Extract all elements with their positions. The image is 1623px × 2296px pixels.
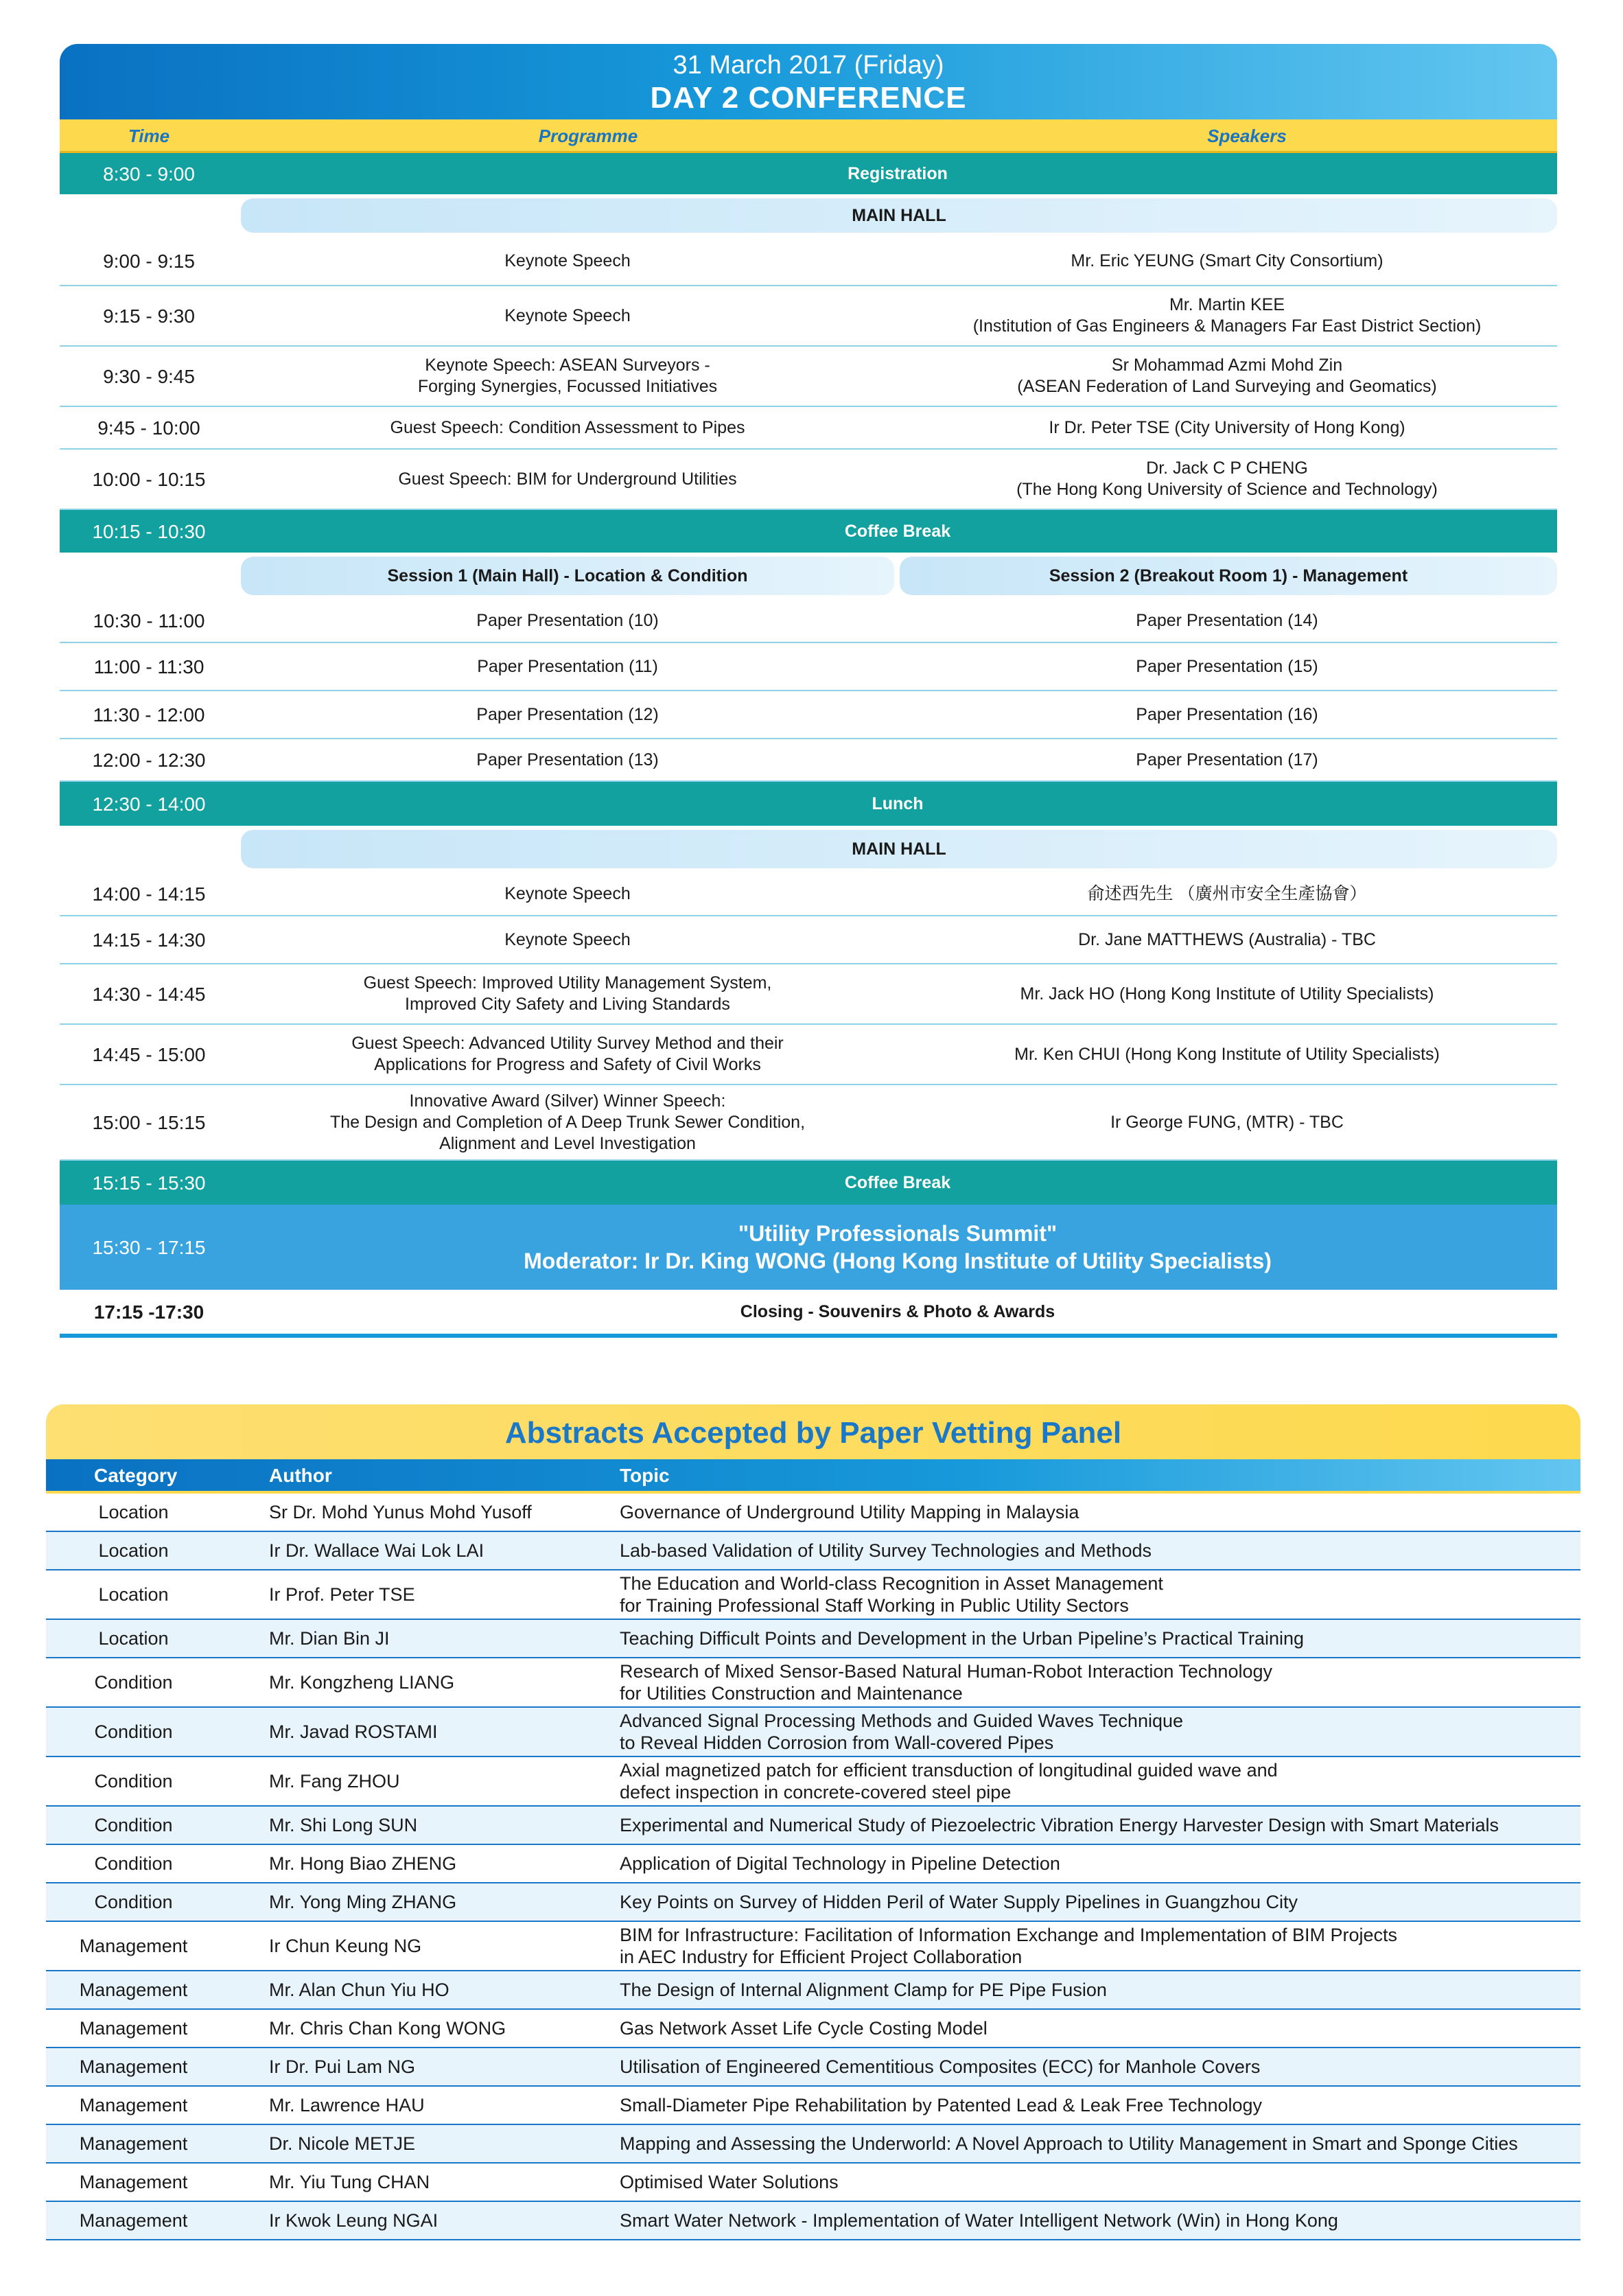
topic-text: Gas Network Asset Life Cycle Costing Model: [620, 2018, 988, 2039]
author-text: Ir Dr. Pui Lam NG: [269, 2056, 416, 2077]
topic-text: Research of Mixed Sensor-Based Natural Human-Robot Interaction Technology for Utilities Construction and Maintenance: [620, 1661, 1272, 1704]
category-cell: [46, 1883, 221, 1921]
speaker-text: Ir George FUNG, (MTR) - TBC: [1110, 1112, 1344, 1132]
time-text: 14:30 - 14:45: [92, 983, 206, 1005]
time-cell: [60, 1085, 238, 1159]
programme-cell: [238, 237, 897, 285]
topic-text: BIM for Infrastructure: Facilitation of Information Exchange and Implementation of BIM Projects in AEC Industry for Efficient Project Collaboration: [620, 1925, 1398, 1967]
time-text: 9:30 - 9:45: [103, 365, 195, 387]
band-label: [238, 153, 1557, 194]
time-cell: [60, 347, 238, 406]
abstract-row: [46, 2010, 1580, 2048]
time-text: 14:15 - 14:30: [92, 929, 206, 951]
category-text: Management: [79, 1936, 188, 1956]
topic-cell: [620, 1971, 1580, 2008]
topic-text: Optimised Water Solutions: [620, 2172, 839, 2192]
hall-label: MAIN HALL: [241, 198, 1557, 233]
programme-text: Paper Presentation (12): [476, 704, 659, 724]
speaker-text: Paper Presentation (14): [1136, 610, 1318, 630]
speaker-text: Dr. Jane MATTHEWS (Australia) - TBC: [1078, 929, 1376, 949]
category-text: Condition: [94, 1815, 173, 1835]
author-text: Mr. Dian Bin JI: [269, 1628, 390, 1649]
speaker-cell: [897, 407, 1557, 448]
topic-text: Lab-based Validation of Utility Survey Technologies and Methods: [620, 1540, 1152, 1561]
abstracts-rows: [46, 1494, 1580, 2240]
abstract-row: [46, 1922, 1580, 1971]
category-text: Management: [79, 1980, 188, 2000]
programme-cell: [238, 872, 897, 915]
band-label: [238, 782, 1557, 826]
author-text: Mr. Chris Chan Kong WONG: [269, 2018, 506, 2039]
time-cell: [60, 407, 238, 448]
time-text: 12:30 - 14:00: [92, 793, 206, 815]
author-cell: [269, 1757, 612, 1805]
session-1-label: Session 1 (Main Hall) - Location & Condition: [241, 557, 894, 595]
author-text: Sr Dr. Mohd Yunus Mohd Yusoff: [269, 1502, 532, 1522]
column-header-time: Time: [128, 126, 170, 146]
abstract-row: [46, 2087, 1580, 2125]
author-text: Mr. Yong Ming ZHANG: [269, 1892, 457, 1912]
programme-row-item: [60, 691, 1557, 739]
time-text: 15:30 - 17:15: [92, 1236, 206, 1258]
category-text: Condition: [94, 1853, 173, 1874]
abstract-row: [46, 1570, 1580, 1620]
programme-text: Paper Presentation (13): [476, 750, 659, 769]
abstract-row: [46, 1658, 1580, 1708]
programme-row-hall: [60, 826, 1557, 872]
speaker-cell: [897, 286, 1557, 345]
programme-row-item: [60, 739, 1557, 782]
category-cell: [46, 2010, 221, 2047]
topic-text: Smart Water Network - Implementation of Water Intelligent Network (Win) in Hong Kong: [620, 2210, 1338, 2231]
topic-cell: [620, 1532, 1580, 1569]
speaker-cell: [897, 450, 1557, 509]
column-header-speakers: Speakers: [1207, 126, 1287, 146]
author-text: Ir Chun Keung NG: [269, 1936, 422, 1956]
time-cell: [60, 450, 238, 509]
category-cell: [46, 1570, 221, 1619]
programme-row-item: [60, 599, 1557, 643]
abstract-row: [46, 1845, 1580, 1883]
programme-cell: [238, 916, 897, 963]
time-cell: [60, 782, 238, 826]
programme-cell: [238, 407, 897, 448]
closing-text: Closing - Souvenirs & Photo & Awards: [740, 1301, 1055, 1321]
author-cell: [269, 2010, 612, 2047]
column-header-programme: Programme: [538, 126, 638, 146]
closing-label: [238, 1290, 1557, 1334]
category-text: Management: [79, 2056, 188, 2077]
category-cell: [46, 1807, 221, 1844]
category-cell: [46, 1494, 221, 1531]
programme-cell: [238, 643, 897, 690]
session-2-label: Session 2 (Breakout Room 1) - Management: [900, 557, 1557, 595]
speaker-cell: [897, 916, 1557, 963]
programme-cell: [238, 1025, 897, 1084]
abstract-row: [46, 2125, 1580, 2164]
speaker-text: Mr. Jack HO (Hong Kong Institute of Utility Specialists): [1020, 984, 1434, 1004]
time-text: 10:00 - 10:15: [92, 468, 206, 490]
time-text: 11:00 - 11:30: [93, 656, 205, 677]
category-text: Location: [98, 1628, 169, 1649]
programme-text: Guest Speech: Condition Assessment to Pipes: [390, 417, 745, 437]
topic-cell: [620, 2164, 1580, 2201]
programme-row-item: [60, 916, 1557, 964]
conference-title: DAY 2 CONFERENCE: [650, 81, 967, 115]
topic-text: Advanced Signal Processing Methods and Guided Waves Technique to Reveal Hidden Corrosion from Wall-covered Pipes: [620, 1711, 1184, 1753]
time-cell: [60, 153, 238, 194]
programme-text: Keynote Speech: [504, 251, 631, 270]
programme-cell: [238, 599, 897, 642]
author-text: Mr. Alan Chun Yiu HO: [269, 1980, 449, 2000]
abstracts-column-headers: [46, 1459, 1580, 1494]
time-cell: [60, 1205, 238, 1290]
speaker-text: Ir Dr. Peter TSE (City University of Hong Kong): [1049, 417, 1405, 437]
category-cell: [46, 1757, 221, 1805]
speaker-cell: [897, 599, 1557, 642]
programme-bottom-rule: [60, 1334, 1557, 1338]
programme-text: Keynote Speech: [504, 305, 631, 325]
programme-text: Paper Presentation (11): [477, 656, 658, 676]
time-text: 9:45 - 10:00: [97, 417, 200, 439]
speaker-text: Paper Presentation (15): [1136, 656, 1318, 676]
speaker-text: Dr. Jack C P CHENG (The Hong Kong University of Science and Technology): [1016, 459, 1438, 499]
category-cell: [46, 1658, 221, 1706]
topic-cell: [620, 1494, 1580, 1531]
programme-row-closing: [60, 1290, 1557, 1334]
category-text: Management: [79, 2095, 188, 2115]
speaker-cell: [897, 347, 1557, 406]
category-text: Condition: [94, 1721, 173, 1742]
author-cell: [269, 1658, 612, 1706]
author-cell: [269, 1494, 612, 1531]
category-cell: [46, 2125, 221, 2162]
programme-text: Keynote Speech: ASEAN Surveyors - Forging Synergies, Focussed Initiatives: [417, 356, 718, 396]
programme-row-summit: [60, 1205, 1557, 1290]
programme-cell: [238, 739, 897, 780]
speaker-cell: [897, 1085, 1557, 1159]
author-text: Dr. Nicole METJE: [269, 2133, 416, 2154]
topic-cell: [620, 2202, 1580, 2239]
programme-row-item: [60, 643, 1557, 691]
topic-cell: [620, 1658, 1580, 1706]
topic-cell: [620, 1708, 1580, 1756]
programme-text: Innovative Award (Silver) Winner Speech: The Design and Completion of A Deep Trunk Sewer Condition, Alignment and Level Investigation: [329, 1091, 806, 1153]
programme-text: Keynote Speech: [504, 883, 631, 903]
hall-label: MAIN HALL: [241, 830, 1557, 868]
category-cell: [46, 2048, 221, 2085]
author-text: Mr. Fang ZHOU: [269, 1771, 400, 1791]
speaker-text: Mr. Eric YEUNG (Smart City Consortium): [1071, 251, 1383, 270]
author-cell: [269, 1570, 612, 1619]
topic-text: Mapping and Assessing the Underworld: A Novel Approach to Utility Management in Smart and Sponge Cities: [620, 2133, 1518, 2154]
abstract-row: [46, 1883, 1580, 1922]
author-cell: [269, 1708, 612, 1756]
topic-text: Teaching Difficult Points and Development in the Urban Pipeline’s Practical Training: [620, 1628, 1305, 1649]
category-cell: [46, 1971, 221, 2008]
programme-text: Keynote Speech: [504, 929, 631, 949]
topic-cell: [620, 2010, 1580, 2047]
author-cell: [269, 1883, 612, 1921]
author-text: Ir Prof. Peter TSE: [269, 1584, 415, 1605]
abstracts-table: [46, 1404, 1580, 2240]
topic-text: Application of Digital Technology in Pipeline Detection: [620, 1853, 1060, 1874]
category-text: Location: [98, 1584, 169, 1605]
category-cell: [46, 1532, 221, 1569]
speaker-cell: [897, 691, 1557, 738]
category-text: Location: [98, 1502, 169, 1522]
programme-text: Paper Presentation (10): [476, 610, 659, 630]
time-cell: [60, 599, 238, 642]
speaker-text: Mr. Ken CHUI (Hong Kong Institute of Utility Specialists): [1014, 1044, 1440, 1064]
author-cell: [269, 2164, 612, 2201]
author-text: Mr. Shi Long SUN: [269, 1815, 418, 1835]
programme-row-item: [60, 872, 1557, 916]
programme-row-band: [60, 510, 1557, 553]
author-cell: [269, 1807, 612, 1844]
programme-row-item: [60, 1025, 1557, 1085]
author-text: Mr. Kongzheng LIANG: [269, 1672, 455, 1693]
category-cell: [46, 2087, 221, 2124]
time-text: 9:15 - 9:30: [103, 305, 195, 327]
abstract-row: [46, 1620, 1580, 1658]
category-text: Management: [79, 2133, 188, 2154]
category-text: Management: [79, 2210, 188, 2231]
topic-cell: [620, 1922, 1580, 1970]
programme-cell: [238, 450, 897, 509]
author-cell: [269, 2048, 612, 2085]
band-text: Coffee Break: [844, 521, 951, 541]
speaker-cell: [897, 964, 1557, 1023]
time-text: 14:45 - 15:00: [92, 1043, 206, 1065]
category-cell: [46, 2164, 221, 2201]
topic-text: Utilisation of Engineered Cementitious Composites (ECC) for Manhole Covers: [620, 2056, 1261, 2077]
band-label: [238, 1161, 1557, 1205]
author-cell: [269, 2202, 612, 2239]
abstract-row: [46, 2202, 1580, 2240]
category-cell: [46, 1620, 221, 1657]
programme-row-item: [60, 964, 1557, 1025]
speaker-text: Sr Mohammad Azmi Mohd Zin (ASEAN Federation of Land Surveying and Geomatics): [1017, 356, 1437, 396]
topic-cell: [620, 2048, 1580, 2085]
abstract-row: [46, 1757, 1580, 1807]
topic-cell: [620, 1620, 1580, 1657]
speaker-cell: [897, 739, 1557, 780]
time-text: 8:30 - 9:00: [103, 163, 195, 185]
programme-cell: [238, 691, 897, 738]
programme-text: Guest Speech: BIM for Underground Utilities: [398, 469, 737, 489]
programme-cell: [238, 347, 897, 406]
time-text: 14:00 - 14:15: [92, 883, 206, 905]
time-text: 9:00 - 9:15: [103, 250, 195, 272]
abstract-row: [46, 1494, 1580, 1532]
band-label: [238, 1205, 1557, 1290]
programme-row-item: [60, 407, 1557, 450]
programme-cell: [238, 964, 897, 1023]
column-header-topic: Topic: [620, 1465, 670, 1486]
topic-cell: [620, 1807, 1580, 1844]
time-text: 17:15 -17:30: [93, 1301, 205, 1323]
programme-row-item: [60, 347, 1557, 407]
programme-row-item: [60, 1085, 1557, 1161]
time-text: 15:00 - 15:15: [92, 1111, 206, 1133]
speaker-text: 俞述西先生 （廣州市安全生產協會）: [1087, 883, 1367, 903]
time-cell: [60, 510, 238, 553]
time-text: 10:15 - 10:30: [92, 520, 206, 542]
programme-column-headers: [60, 119, 1557, 153]
time-cell: [60, 691, 238, 738]
speaker-cell: [897, 872, 1557, 915]
band-label: [238, 510, 1557, 553]
programme-rows: [60, 153, 1557, 1334]
time-text: 12:00 - 12:30: [92, 749, 206, 771]
abstract-row: [46, 2164, 1580, 2202]
conference-date: 31 March 2017 (Friday): [673, 51, 944, 80]
topic-text: The Education and World-class Recognition in Asset Management for Training Professional Staff Working in Public Utility Sectors: [620, 1573, 1163, 1616]
category-text: Condition: [94, 1672, 173, 1693]
band-text: Registration: [848, 163, 948, 183]
topic-cell: [620, 1757, 1580, 1805]
band-text: "Utility Professionals Summit" Moderator: Ir Dr. King WONG (Hong Kong Institute of Utility Specialists): [524, 1221, 1272, 1273]
programme-header: [60, 44, 1557, 119]
abstracts-title: Abstracts Accepted by Paper Vetting Panel: [46, 1404, 1580, 1459]
speaker-cell: [897, 237, 1557, 285]
category-cell: [46, 1845, 221, 1882]
programme-row-item: [60, 286, 1557, 347]
time-cell: [60, 964, 238, 1023]
topic-cell: [620, 1845, 1580, 1882]
author-cell: [269, 1971, 612, 2008]
topic-text: The Design of Internal Alignment Clamp for PE Pipe Fusion: [620, 1980, 1107, 2000]
abstract-row: [46, 1708, 1580, 1757]
speaker-cell: [897, 643, 1557, 690]
author-cell: [269, 1922, 612, 1970]
speaker-text: Paper Presentation (17): [1136, 750, 1318, 769]
band-text: Coffee Break: [844, 1172, 951, 1192]
author-cell: [269, 1845, 612, 1882]
time-cell: [60, 1161, 238, 1205]
topic-cell: [620, 1570, 1580, 1619]
time-text: 11:30 - 12:00: [93, 704, 205, 726]
speaker-cell: [897, 1025, 1557, 1084]
time-cell: [60, 872, 238, 915]
programme-row-hall: [60, 194, 1557, 237]
speaker-text: Paper Presentation (16): [1136, 704, 1318, 724]
topic-text: Experimental and Numerical Study of Piezoelectric Vibration Energy Harvester Design with Smart Materials: [620, 1815, 1499, 1835]
time-cell: [60, 916, 238, 963]
category-text: Management: [79, 2172, 188, 2192]
programme-row-band: [60, 782, 1557, 826]
programme-row-item: [60, 450, 1557, 510]
time-cell: [60, 286, 238, 345]
author-cell: [269, 1532, 612, 1569]
author-text: Mr. Hong Biao ZHENG: [269, 1853, 457, 1874]
topic-cell: [620, 2087, 1580, 2124]
abstract-row: [46, 1971, 1580, 2010]
programme-row-band: [60, 153, 1557, 194]
programme-table: [60, 44, 1557, 1338]
category-cell: [46, 2202, 221, 2239]
programme-cell: [238, 286, 897, 345]
band-text: Lunch: [872, 793, 924, 813]
abstract-row: [46, 1807, 1580, 1845]
column-header-category: Category: [94, 1465, 178, 1486]
author-text: Ir Kwok Leung NGAI: [269, 2210, 439, 2231]
author-cell: [269, 2087, 612, 2124]
category-text: Condition: [94, 1892, 173, 1912]
category-cell: [46, 1708, 221, 1756]
topic-text: Governance of Underground Utility Mapping in Malaysia: [620, 1502, 1079, 1522]
category-text: Condition: [94, 1771, 173, 1791]
programme-text: Guest Speech: Advanced Utility Survey Method and their Applications for Progress and Safety of Civil Works: [351, 1034, 784, 1074]
programme-row-band: [60, 1161, 1557, 1205]
author-text: Mr. Yiu Tung CHAN: [269, 2172, 430, 2192]
column-header-author: Author: [269, 1465, 332, 1486]
author-text: Mr. Lawrence HAU: [269, 2095, 425, 2115]
abstract-row: [46, 2048, 1580, 2087]
topic-cell: [620, 1883, 1580, 1921]
time-text: 15:15 - 15:30: [92, 1172, 206, 1194]
author-cell: [269, 1620, 612, 1657]
topic-cell: [620, 2125, 1580, 2162]
time-cell: [60, 237, 238, 285]
abstract-row: [46, 1532, 1580, 1570]
category-text: Management: [79, 2018, 188, 2039]
topic-text: Key Points on Survey of Hidden Peril of Water Supply Pipelines in Guangzhou City: [620, 1892, 1298, 1912]
category-text: Location: [98, 1540, 169, 1561]
category-cell: [46, 1922, 221, 1970]
topic-text: Axial magnetized patch for efficient transduction of longitudinal guided wave and defect inspection in concrete-covered steel pipe: [620, 1760, 1278, 1802]
time-cell: [60, 643, 238, 690]
time-text: 10:30 - 11:00: [93, 610, 205, 631]
programme-row-sessions: [60, 553, 1557, 599]
programme-cell: [238, 1085, 897, 1159]
time-cell: [60, 739, 238, 780]
author-text: Ir Dr. Wallace Wai Lok LAI: [269, 1540, 484, 1561]
speaker-text: Mr. Martin KEE (Institution of Gas Engineers & Managers Far East District Section): [972, 295, 1482, 336]
programme-text: Guest Speech: Improved Utility Management System, Improved City Safety and Living Standards: [363, 973, 772, 1014]
time-cell: [60, 1025, 238, 1084]
programme-row-item: [60, 237, 1557, 286]
time-cell: [60, 1290, 238, 1334]
topic-text: Small-Diameter Pipe Rehabilitation by Patented Lead & Leak Free Technology: [620, 2095, 1263, 2115]
author-text: Mr. Javad ROSTAMI: [269, 1721, 438, 1742]
author-cell: [269, 2125, 612, 2162]
